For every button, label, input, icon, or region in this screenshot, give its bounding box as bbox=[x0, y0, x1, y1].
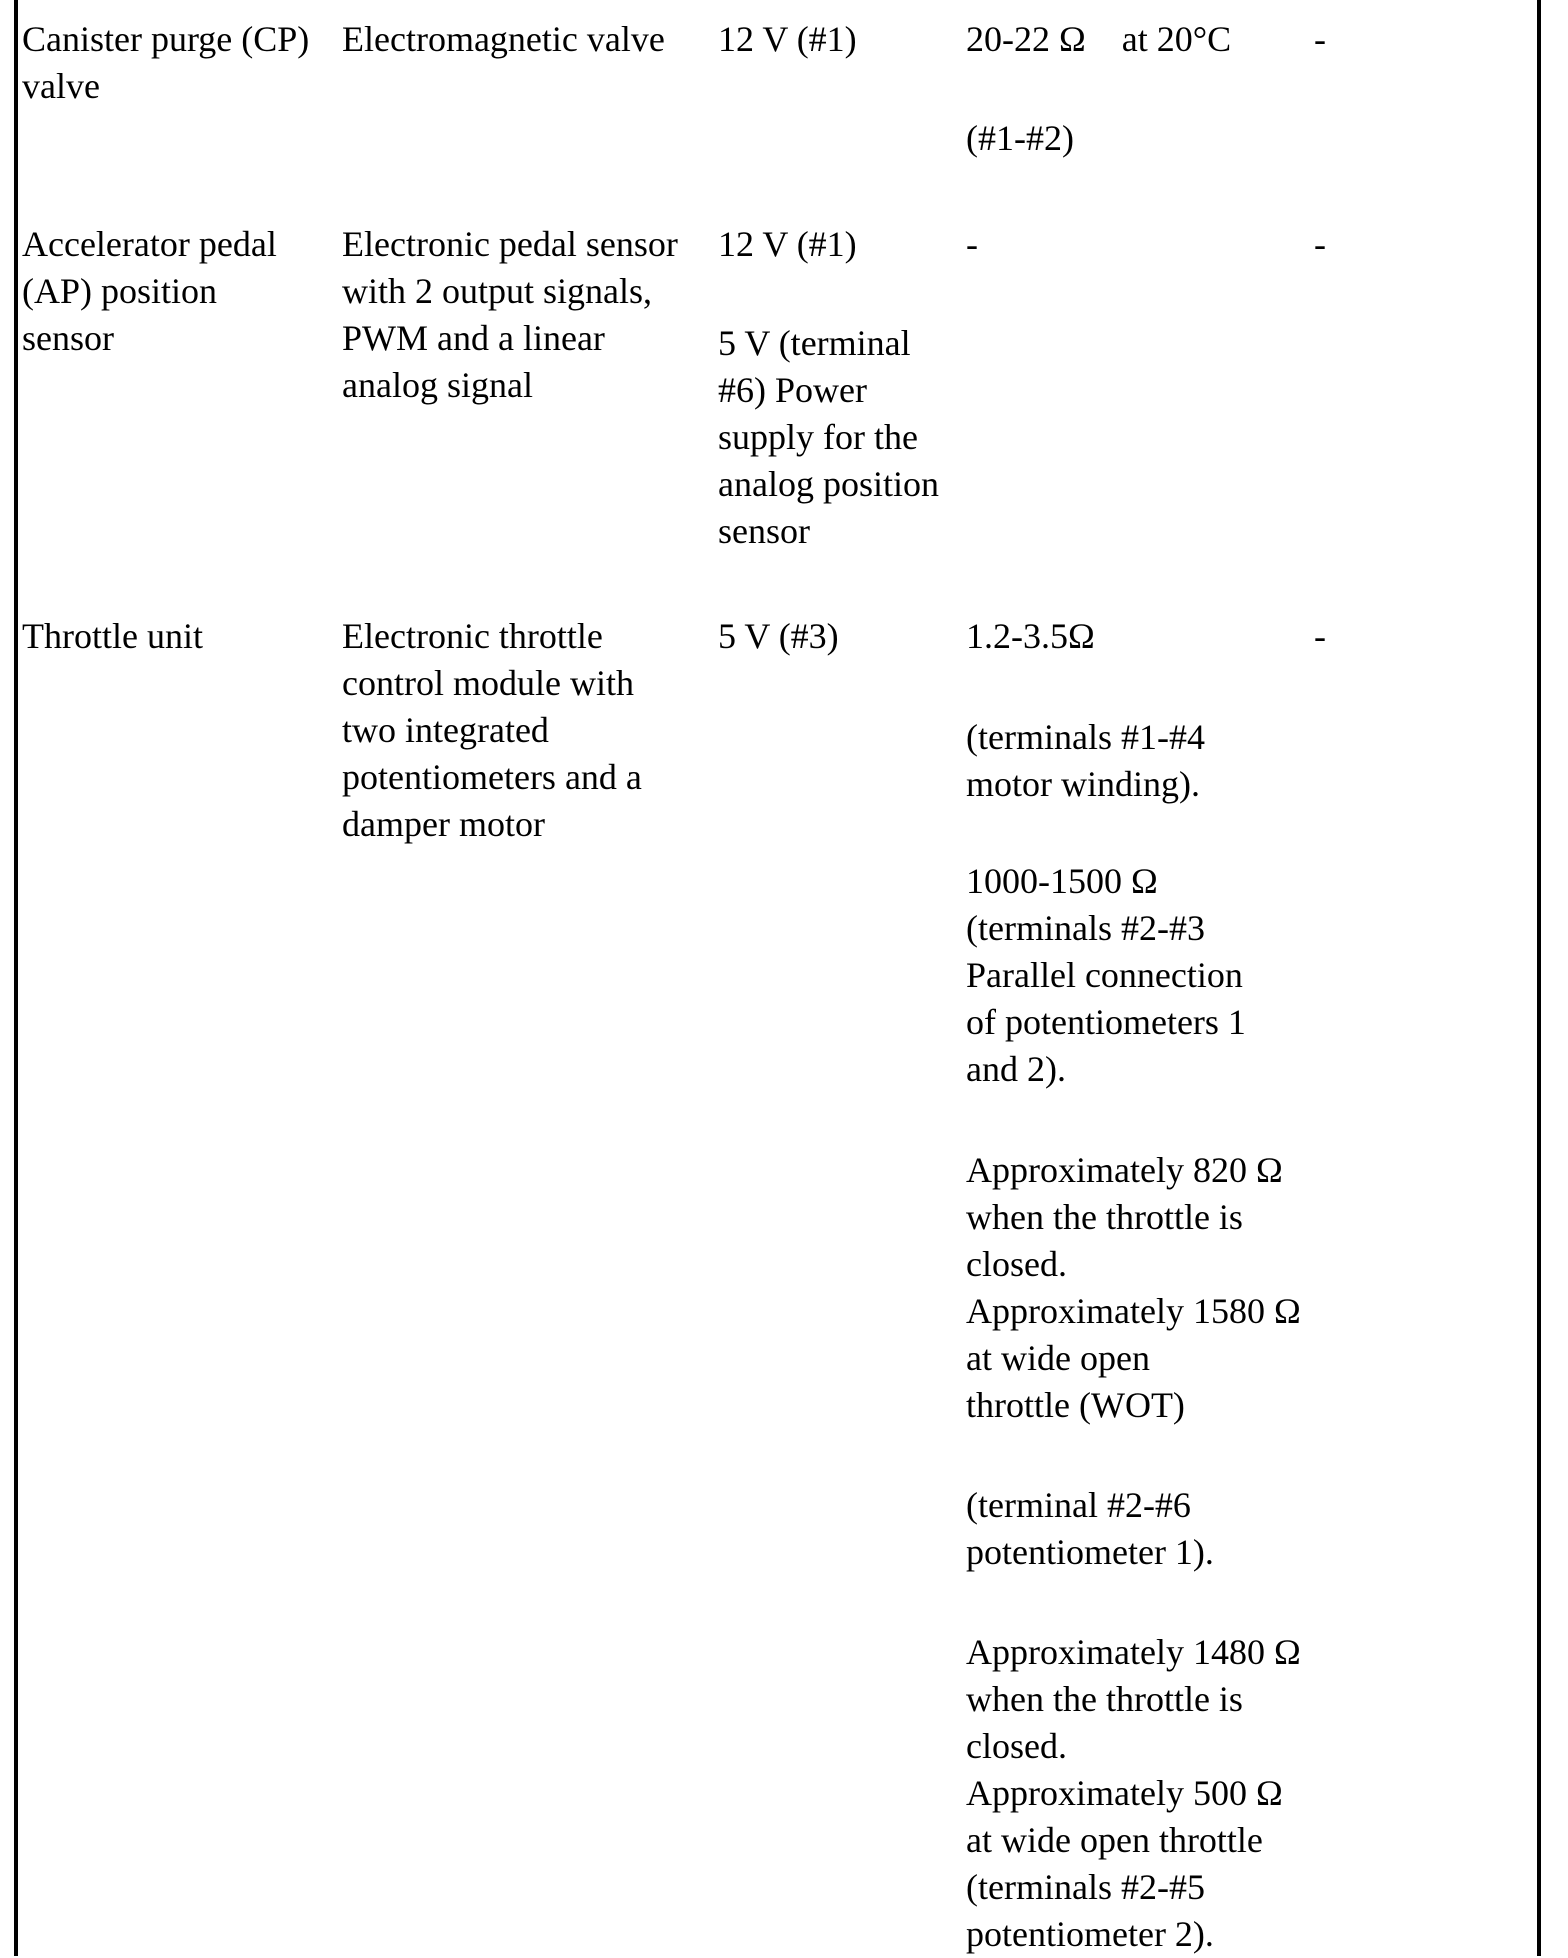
cell-line: 1.2-3.5Ω bbox=[966, 616, 1095, 656]
cell-line: Throttle unit bbox=[22, 616, 203, 656]
cell-line: (terminal #2-#6 bbox=[966, 1485, 1191, 1525]
cell-line: and 2). bbox=[966, 1049, 1066, 1089]
cell-line: - bbox=[966, 224, 978, 264]
cell-line: Approximately 1580 Ω bbox=[966, 1291, 1301, 1331]
cell-line: 20-22 Ω at 20°C bbox=[966, 19, 1232, 59]
other-cell bbox=[1314, 16, 1326, 63]
cell-line: Parallel connection bbox=[966, 955, 1243, 995]
cell-line: (#1-#2) bbox=[966, 118, 1074, 158]
table-left-border bbox=[14, 0, 18, 1956]
type-cell bbox=[342, 16, 665, 63]
cell-line: - bbox=[1314, 19, 1326, 59]
cell-line: throttle (WOT) bbox=[966, 1385, 1185, 1425]
table-right-border bbox=[1537, 0, 1541, 1956]
resistance-cell bbox=[966, 1629, 1301, 1958]
cell-line: at wide open bbox=[966, 1338, 1150, 1378]
cell-line: Accelerator pedal bbox=[22, 224, 277, 264]
cell-line: 5 V (#3) bbox=[718, 616, 839, 656]
cell-line: two integrated bbox=[342, 710, 549, 750]
cell-line: - bbox=[1314, 224, 1326, 264]
cell-line: damper motor bbox=[342, 804, 545, 844]
supply-voltage-cell bbox=[718, 16, 857, 63]
other-cell bbox=[1314, 613, 1326, 660]
cell-line: Electromagnetic valve bbox=[342, 19, 665, 59]
resistance-cell bbox=[966, 221, 978, 268]
cell-line: closed. bbox=[966, 1726, 1067, 1766]
cell-line: 12 V (#1) bbox=[718, 19, 857, 59]
resistance-cell bbox=[966, 858, 1246, 1093]
cell-line: sensor bbox=[22, 318, 114, 358]
cell-line: (AP) position bbox=[22, 271, 218, 311]
cell-line: analog position bbox=[718, 464, 939, 504]
cell-line: potentiometer 1). bbox=[966, 1532, 1214, 1572]
cell-line: (terminals #1-#4 bbox=[966, 717, 1205, 757]
resistance-cell bbox=[966, 1147, 1301, 1429]
type-cell bbox=[342, 613, 642, 848]
other-cell bbox=[1314, 221, 1326, 268]
component-cell bbox=[22, 613, 203, 660]
cell-line: when the throttle is bbox=[966, 1679, 1243, 1719]
cell-line: closed. bbox=[966, 1244, 1067, 1284]
component-cell bbox=[22, 16, 309, 110]
cell-line: 5 V (terminal bbox=[718, 323, 911, 363]
cell-line: Approximately 500 Ω bbox=[966, 1773, 1283, 1813]
cell-line: - bbox=[1314, 616, 1326, 656]
cell-line: of potentiometers 1 bbox=[966, 1002, 1246, 1042]
cell-line: Electronic pedal sensor bbox=[342, 224, 678, 264]
resistance-cell bbox=[966, 1482, 1214, 1576]
cell-line: 12 V (#1) bbox=[718, 224, 857, 264]
resistance-cell bbox=[966, 613, 1095, 660]
cell-line: when the throttle is bbox=[966, 1197, 1243, 1237]
resistance-cell bbox=[966, 16, 1231, 63]
supply-voltage-cell bbox=[718, 221, 857, 268]
cell-line: sensor bbox=[718, 511, 810, 551]
cell-line: #6) Power bbox=[718, 370, 867, 410]
resistance-cell bbox=[966, 714, 1205, 808]
cell-line: potentiometers and a bbox=[342, 757, 642, 797]
cell-line: (terminals #2-#5 bbox=[966, 1867, 1205, 1907]
cell-line: motor winding). bbox=[966, 764, 1200, 804]
cell-line: analog signal bbox=[342, 365, 533, 405]
supply-voltage-cell bbox=[718, 320, 939, 555]
cell-line: Canister purge (CP) bbox=[22, 19, 310, 59]
cell-line: Electronic throttle bbox=[342, 616, 603, 656]
type-cell bbox=[342, 221, 678, 409]
cell-line: control module with bbox=[342, 663, 634, 703]
cell-line: valve bbox=[22, 66, 100, 106]
cell-line: Approximately 820 Ω bbox=[966, 1150, 1283, 1190]
cell-line: Approximately 1480 Ω bbox=[966, 1632, 1301, 1672]
supply-voltage-cell bbox=[718, 613, 839, 660]
cell-line: PWM and a linear bbox=[342, 318, 605, 358]
cell-line: at wide open throttle bbox=[966, 1820, 1263, 1860]
resistance-cell bbox=[966, 115, 1074, 162]
cell-line: (terminals #2-#3 bbox=[966, 908, 1205, 948]
cell-line: supply for the bbox=[718, 417, 918, 457]
component-cell bbox=[22, 221, 277, 362]
cell-line: 1000-1500 Ω bbox=[966, 861, 1158, 901]
cell-line: potentiometer 2). bbox=[966, 1914, 1214, 1954]
cell-line: with 2 output signals, bbox=[342, 271, 653, 311]
